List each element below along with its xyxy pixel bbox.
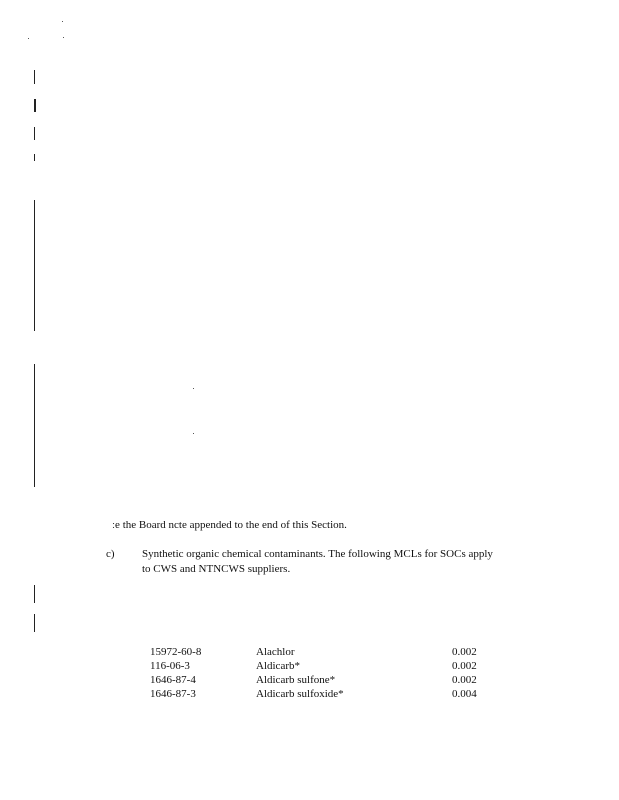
mcl-value: 0.002 — [452, 646, 477, 658]
change-bar — [34, 614, 35, 632]
change-bar — [34, 364, 35, 487]
cas-number: 1646-87-4 — [150, 674, 196, 686]
change-bar — [34, 585, 35, 603]
subsection-line: Synthetic organic chemical contaminants. The following MCLs for SOCs apply — [142, 548, 493, 560]
subsection-label: c) — [106, 548, 115, 560]
mcl-value: 0.002 — [452, 660, 477, 672]
cas-number: 1646-87-3 — [150, 688, 196, 700]
change-bar — [34, 70, 35, 84]
cas-number: 15972-60-8 — [150, 646, 202, 658]
board-note: ːe the Board ncte appended to the end of this Section. — [112, 519, 347, 531]
change-bar — [34, 127, 35, 140]
contaminant-name: Aldicarb sulfoxide* — [256, 688, 344, 700]
mcl-value: 0.002 — [452, 674, 477, 686]
scan-speck — [193, 388, 194, 389]
cas-number: 116-06-3 — [150, 660, 190, 672]
contaminant-name: Aldicarb sulfone* — [256, 674, 336, 686]
change-bar — [34, 99, 36, 112]
scan-speck — [28, 38, 29, 39]
change-bar — [34, 200, 35, 331]
contaminant-name: Alachlor — [256, 646, 295, 658]
scan-speck — [193, 433, 194, 434]
subsection-line: to CWS and NTNCWS suppliers. — [142, 563, 291, 575]
change-bar — [34, 154, 35, 161]
mcl-value: 0.004 — [452, 688, 477, 700]
subsection-text — [142, 547, 493, 577]
scan-speck — [62, 21, 63, 22]
scan-speck — [63, 37, 64, 38]
contaminant-name: Aldicarb* — [256, 660, 300, 672]
